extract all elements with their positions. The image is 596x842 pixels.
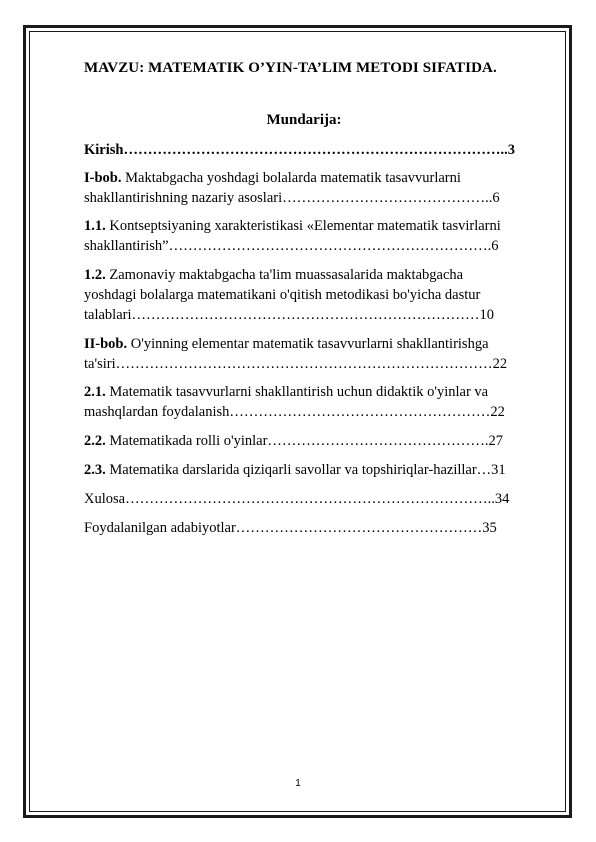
toc-line: 2.3. Matematika darslarida qiziqarli savollar va topshiriqlar-hazillar…31 [84, 462, 506, 478]
toc-entry-kirish [84, 140, 559, 160]
toc-line: Xulosa…………………………………………………………………..34 [84, 491, 510, 507]
toc-entry-references [84, 518, 559, 538]
toc-line: 2.1. Matematik tasavvurlarni shakllantirish uchun didaktik o'yinlar va [84, 384, 489, 400]
document-title: MAVZU: MATEMATIK O’YIN-TA’LIM METODI SIFATIDA. [84, 60, 497, 76]
toc-line: mashqlardan foydalanish………………………………………………22 [84, 404, 505, 420]
toc-heading: Mundarija: [266, 112, 342, 128]
toc-entry-section-1-2 [84, 265, 559, 325]
toc-line: 1.1. Kontseptsiyaning xarakteristikasi «Elementar matematik tasvirlarni [84, 218, 501, 234]
toc-entry-conclusion [84, 489, 559, 509]
toc-line: 2.2. Matematikada rolli o'yinlar……………………………………….27 [84, 433, 504, 449]
toc-line: II-bob. O'yinning elementar matematik tasavvurlarni shakllantirishga [84, 336, 489, 352]
toc-line: shakllantirishning nazariy asoslari……………………………………..6 [84, 190, 500, 206]
page-number: 1 [295, 778, 301, 789]
toc-entry-chapter-2 [84, 334, 559, 374]
toc-entry-section-2-3 [84, 460, 559, 480]
toc-line: ta'siri……………………………………………………………………22 [84, 356, 508, 372]
toc-line: yoshdagi bolalarga matematikani o'qitish metodikasi bo'yicha dastur [84, 287, 481, 303]
toc-entry-section-1-1 [84, 216, 559, 256]
toc-line: talablari………………………………………………………………10 [84, 307, 495, 323]
toc-entry-section-2-2 [84, 431, 559, 451]
toc-line: 1.2. Zamonaviy maktabgacha ta'lim muassasalarida maktabgacha [84, 267, 464, 283]
toc-line: shakllantirish”………………………………………………………….6 [84, 238, 499, 254]
toc-entry-chapter-1 [84, 168, 559, 208]
toc-line: Kirish……………………………………………………………………..3 [84, 142, 515, 158]
toc-line: I-bob. Maktabgacha yoshdagi bolalarda matematik tasavvurlarni [84, 170, 461, 186]
toc-line: Foydalanilgan adabiyotlar……………………………………………35 [84, 520, 497, 536]
toc-entry-section-2-1 [84, 382, 559, 422]
